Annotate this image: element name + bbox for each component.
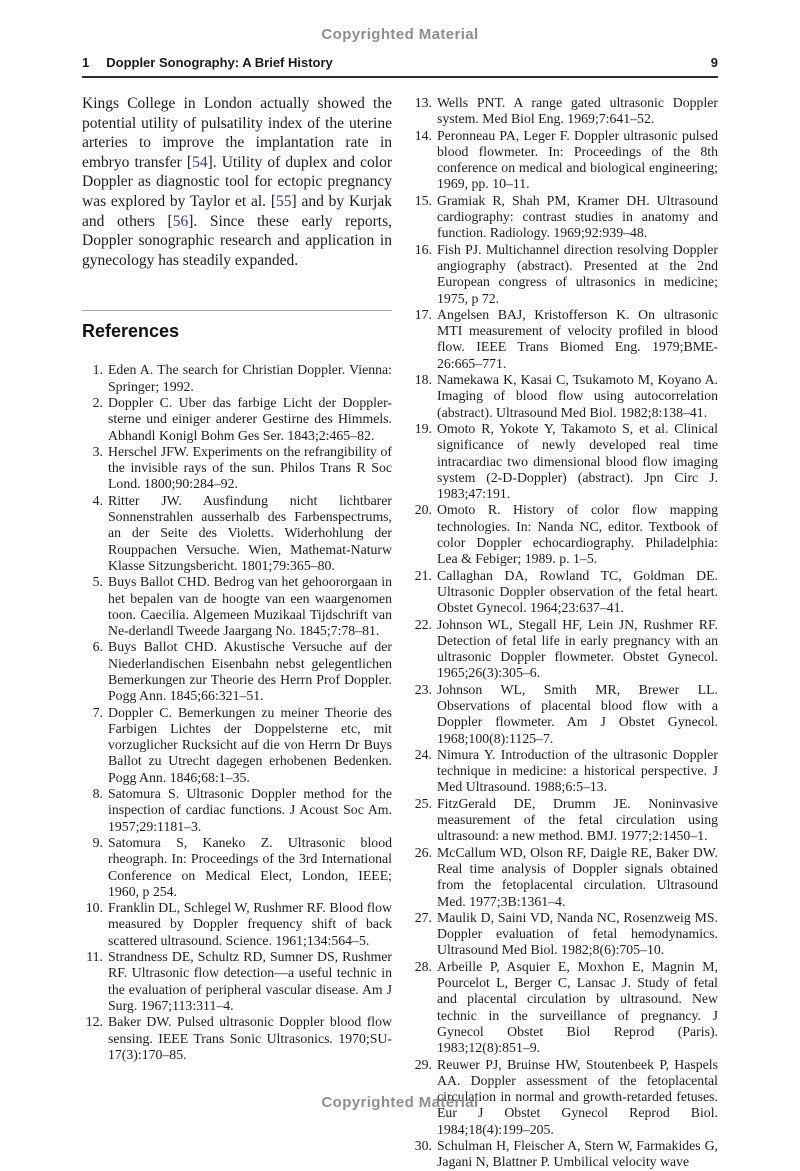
- header-rule: [82, 76, 718, 78]
- paragraph-text: ]. Utility of duplex and color Doppler as diagnostic tool for ectopic pregnancy was explored by Taylor et al. [: [82, 153, 392, 210]
- two-column-body: [82, 94, 718, 1171]
- reference-number: 27.: [414, 909, 432, 925]
- reference-number: 3.: [92, 443, 103, 459]
- copyright-notice-top: Copyrighted Material: [321, 26, 479, 43]
- reference-item: [82, 574, 392, 639]
- reference-number: 4.: [92, 492, 103, 508]
- reference-number: 15.: [414, 192, 432, 208]
- reference-text: Namekawa K, Kasai C, Tsukamoto M, Koyano A. Imaging of blood flow using autocorrelation (abstract). Ultrasound Med Biol. 1982;8:138–41.: [437, 372, 718, 420]
- reference-text: Johnson WL, Smith MR, Brewer LL. Observations of placental blood flow with a Doppler flowmeter. Am J Obstet Gynecol. 1968;100(8):1125–7.: [437, 681, 718, 746]
- reference-text: Eden A. The search for Christian Doppler. Vienna: Springer; 1992.: [108, 362, 392, 394]
- reference-item: [408, 845, 718, 910]
- reference-text: Peronneau PA, Leger F. Doppler ultrasonic pulsed blood flowmeter. In: Proceedings of the 8th conference on medical and biological engineering; 1969, pp. 10–11.: [437, 127, 718, 192]
- reference-text: Angelsen BAJ, Kristofferson K. On ultrasonic MTI measurement of velocity profiled in blood flow. IEEE Trans Biomed Eng. 1979;BME-26:665–771.: [437, 306, 718, 371]
- reference-item: [408, 747, 718, 796]
- reference-number: 14.: [414, 127, 432, 143]
- reference-item: [408, 128, 718, 193]
- references-divider: [82, 310, 392, 311]
- reference-text: Gramiak R, Shah PM, Kramer DH. Ultrasound cardiography: contrast studies in anatomy and function. Radiology. 1969;92:939–48.: [437, 192, 718, 241]
- reference-item: [408, 193, 718, 242]
- reference-number: 29.: [414, 1056, 432, 1072]
- reference-item: [408, 568, 718, 617]
- reference-item: [408, 910, 718, 959]
- reference-text: Strandness DE, Schultz RD, Sumner DS, Rushmer RF. Ultrasonic flow detection—a useful technic in the evaluation of peripheral vascular disease. Am J Surg. 1967;113:311–4.: [108, 949, 392, 1013]
- reference-text: Omoto R, Yokote Y, Takamoto S, et al. Clinical significance of newly developed real time intracardiac two dimensional blood flow imaging system (2-D-Doppler) (abstract). Jpn Circ J. 1983;47:191.: [437, 420, 718, 502]
- page-number: 9: [710, 55, 718, 70]
- reference-item: [82, 705, 392, 786]
- reference-text: Fish PJ. Multichannel direction resolving Doppler angiography (abstract). Presented at the 2nd European congress of ultrasonics in medicine; 1975, p 72.: [437, 241, 718, 306]
- reference-text: Maulik D, Saini VD, Nanda NC, Rosenzweig MS. Doppler evaluation of fetal hemodynamics. Ultrasound Med Biol. 1982;8(6):705–10.: [437, 909, 718, 958]
- reference-text: Franklin DL, Schlegel W, Rushmer RF. Blood flow measured by Doppler frequency shift of back scattered ultrasound. Science. 1961;134:564–5.: [108, 900, 392, 948]
- reference-text: Nimura Y. Introduction of the ultrasonic Doppler technique in medicine: a historical perspective. J Med Ultrasound. 1988;6:5–13.: [437, 746, 718, 795]
- reference-number: 30.: [414, 1138, 432, 1153]
- citation-number: 54: [192, 153, 208, 171]
- reference-item: [82, 395, 392, 444]
- reference-item: [408, 796, 718, 845]
- reference-number: 11.: [86, 949, 103, 965]
- reference-item: [82, 900, 392, 949]
- reference-number: 28.: [414, 958, 432, 974]
- reference-number: 17.: [414, 306, 432, 322]
- running-head: [82, 55, 718, 70]
- reference-number: 20.: [414, 502, 432, 518]
- reference-number: 7.: [92, 704, 103, 720]
- reference-text: Omoto R. History of color flow mapping technologies. In: Nanda NC, editor. Textbook of color Doppler echocardiography. Philadelphia: Lea & Febiger; 1989. p. 1–5.: [437, 502, 718, 567]
- reference-number: 9.: [92, 834, 103, 850]
- reference-number: 13.: [414, 95, 432, 110]
- references-list-right: [408, 95, 718, 1171]
- reference-number: 23.: [414, 681, 432, 697]
- reference-text: Wells PNT. A range gated ultrasonic Doppler system. Med Biol Eng. 1969;7:641–52.: [437, 95, 718, 127]
- paragraph-text: ] and by Kurjak and others [: [82, 192, 392, 230]
- reference-text: Callaghan DA, Rowland TC, Goldman DE. Ultrasonic Doppler observation of the fetal heart. Obstet Gynecol. 1964;23:637–41.: [437, 567, 718, 616]
- reference-item: [408, 372, 718, 421]
- reference-text: Johnson WL, Stegall HF, Lein JN, Rushmer RF. Detection of fetal life in early pregnancy with an ultrasonic Doppler flowmeter. Obstet Gynecol. 1965;26(3):305–6.: [437, 616, 718, 681]
- reference-text: Buys Ballot CHD. Bedrog van het gehoororgaan in het bepalen van de hoogte van een waargenomen toon. Caecilia. Algemeen Muzikaal Tijdschrift van Ne-derlandl Tweede Jaargang No. 1845;7:78–81.: [108, 574, 392, 639]
- reference-item: [408, 242, 718, 307]
- reference-text: Satomura S, Kaneko Z. Ultrasonic blood rheograph. In: Proceedings of the 3rd International Conference on Medical Elect, London, IEEE; 1960, p 254.: [108, 834, 392, 899]
- citation-number: 56: [172, 212, 189, 230]
- reference-text: Doppler C. Bemerkungen zu meiner Theorie des Farbigen Lichtes der Doppelsterne etc, mit vorzuglicher Rucksicht auf die von Herrn Dr Buys Ballot zu Utrecht dagegen erhobenen Bedenken. Pogg Ann. 1846;68:1–35.: [108, 704, 392, 785]
- reference-item: [82, 493, 392, 574]
- right-column: [408, 94, 718, 1171]
- paragraph-text: Kings College in London actually showed the potential utility of pulsatility index of the uterine arteries to improve the implantation rate in embryo transfer [: [82, 95, 392, 171]
- reference-number: 5.: [92, 574, 103, 590]
- reference-item: [408, 502, 718, 567]
- reference-text: Buys Ballot CHD. Akustische Versuche auf der Niederlandischen Eisenbahn nebst gelegentlichen Bemerkungen zur Theorie des Herrn Prof Doppler. Pogg Ann. 1845;66:321–51.: [108, 639, 392, 704]
- reference-item: [82, 1014, 392, 1063]
- reference-text: Ritter JW. Ausfindung nicht lichtbarer Sonnenstrahlen ausserhalb des Farbenspectrums, an der Seite des Violetts. Widerhohlung der Rouppachen Versuche. Wien, Mathemat-Naturw Klasse Sitzungsbericht. 1801;79:365–80.: [108, 492, 392, 573]
- reference-text: FitzGerald DE, Drumm JE. Noninvasive measurement of the fetal circulation using ultrasound: a new method. BMJ. 1977;2:1450–1.: [437, 795, 718, 844]
- reference-number: 16.: [414, 241, 432, 257]
- reference-number: 18.: [414, 372, 432, 388]
- chapter-number: 1: [82, 55, 90, 70]
- reference-item: [408, 307, 718, 372]
- reference-number: 19.: [414, 420, 432, 436]
- reference-item: [408, 1138, 718, 1171]
- reference-item: [408, 682, 718, 747]
- reference-number: 21.: [414, 567, 432, 583]
- reference-item: [82, 444, 392, 493]
- reference-item: [408, 959, 718, 1057]
- reference-text: McCallum WD, Olson RF, Daigle RE, Baker DW. Real time analysis of Doppler signals obtained from the fetoplacental circulation. Ultrasound Med. 1977;3B:1361–4.: [437, 844, 718, 909]
- reference-number: 2.: [92, 394, 103, 410]
- reference-text: Doppler C. Uber das farbige Licht der Doppler-sterne und einiger anderer Gestirne des Himmels. Abhandl Konigl Bohm Ges Ser. 1843;2:465–82.: [108, 394, 392, 443]
- reference-number: 1.: [92, 362, 103, 378]
- reference-text: Satomura S. Ultrasonic Doppler method for the inspection of cardiac functions. J Acoust Soc Am. 1957;29:1181–3.: [108, 786, 392, 834]
- reference-text: Arbeille P, Asquier E, Moxhon E, Magnin M, Pourcelot L, Berger C, Lansac J. Study of fetal and placental circulation by ultrasound. New technic in the surveillance of pregnancy. J Gynecol Obstet Biol Reprod (Paris). 1983;12(8):851–9.: [437, 958, 718, 1056]
- paragraph-text: ]. Since these early reports, Doppler sonographic research and application in gynecology has steadily expanded.: [82, 212, 393, 269]
- reference-number: 8.: [92, 786, 103, 802]
- reference-number: 12.: [85, 1014, 103, 1030]
- references-list-left: [82, 362, 392, 1063]
- reference-text: Baker DW. Pulsed ultrasonic Doppler blood flow sensing. IEEE Trans Sonic Ultrasonics. 1970;SU-17(3):170–85.: [108, 1014, 392, 1062]
- reference-item: [82, 639, 392, 704]
- references-heading: References: [82, 321, 180, 342]
- reference-number: 26.: [414, 844, 432, 860]
- left-column: [82, 94, 392, 1171]
- reference-item: [82, 949, 392, 1014]
- reference-item: [408, 95, 718, 128]
- reference-number: 10.: [85, 900, 103, 916]
- reference-item: [408, 617, 718, 682]
- copyright-notice-bottom: Copyrighted Material: [321, 1094, 479, 1111]
- reference-item: [82, 835, 392, 900]
- reference-item: [408, 421, 718, 502]
- intro-paragraph: [82, 94, 392, 270]
- citation-number: 55: [276, 192, 292, 210]
- reference-item: [82, 362, 392, 395]
- chapter-title: Doppler Sonography: A Brief History: [106, 55, 333, 70]
- reference-item: [82, 786, 392, 835]
- reference-text: Herschel JFW. Experiments on the refrangibility of the invisible rays of the sun. Philos Trans R Soc Lond. 1800;90:284–92.: [108, 443, 392, 492]
- reference-number: 22.: [414, 616, 432, 632]
- reference-number: 25.: [414, 795, 432, 811]
- reference-number: 6.: [92, 639, 103, 655]
- reference-number: 24.: [414, 746, 432, 762]
- reference-text: Schulman H, Fleischer A, Stern W, Farmakides G, Jagani N, Blattner P. Umbilical velocity wave: [437, 1138, 718, 1170]
- reference-text: Reuwer PJ, Bruinse HW, Stoutenbeek P, Haspels AA. Doppler assessment of the fetoplacental circulation in normal and growth-retarded fetuses. Eur J Obstet Gynecol Reprod Biol. 1984;18(4):199–205.: [437, 1056, 718, 1137]
